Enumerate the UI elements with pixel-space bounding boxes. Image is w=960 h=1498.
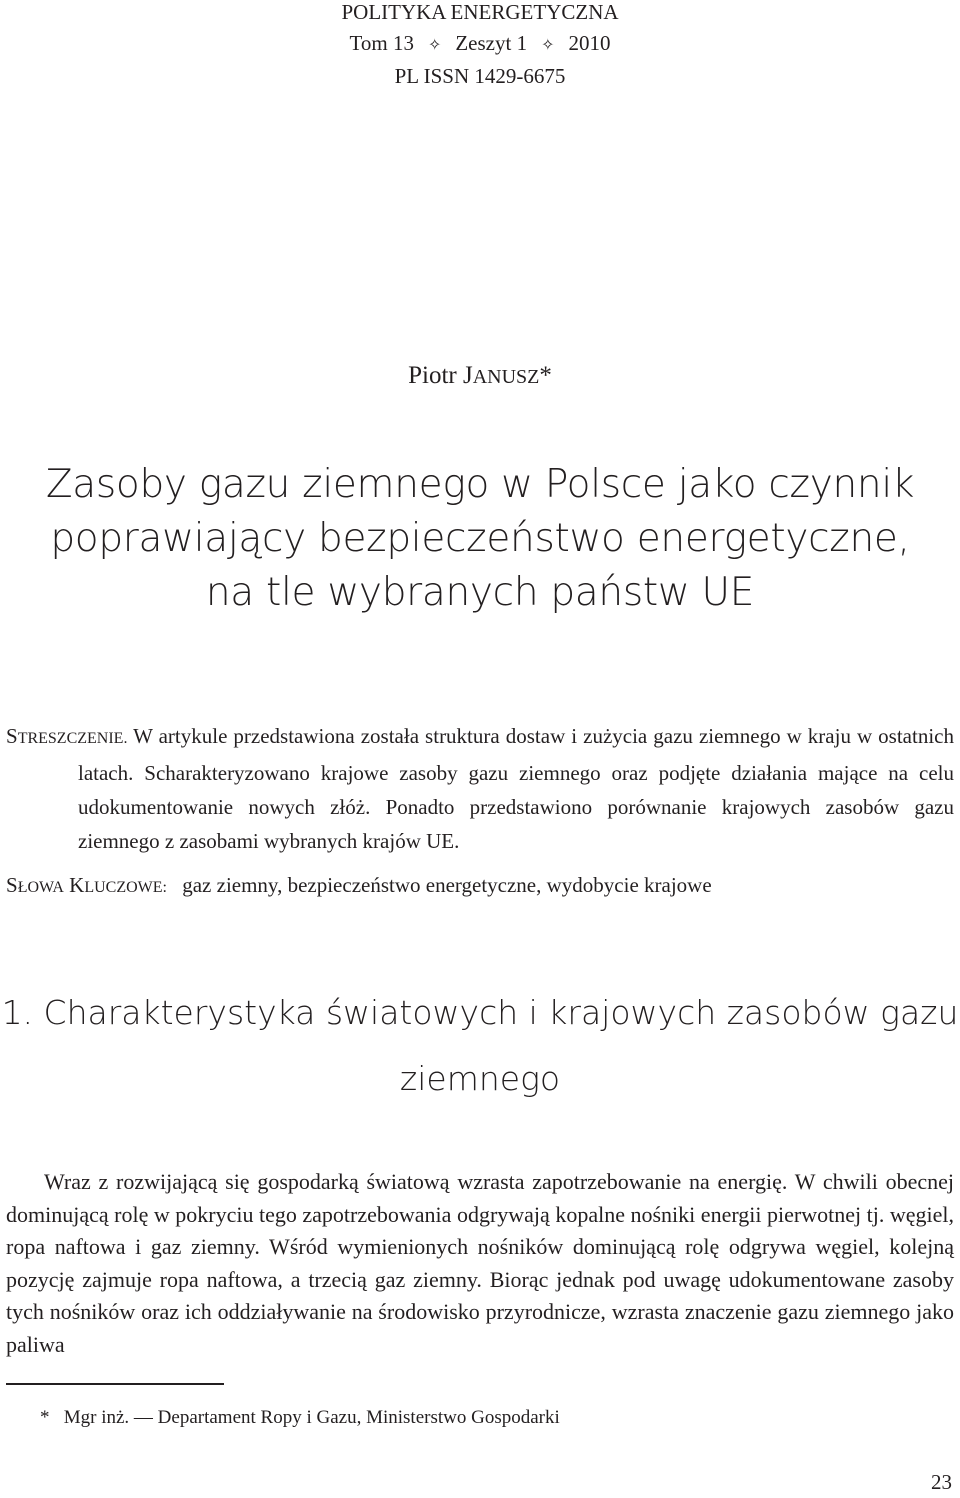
author-last-name: JANUSZ: [462, 362, 540, 389]
journal-volume: Tom 13: [349, 31, 414, 55]
section-heading: [0, 980, 960, 1112]
footnote-marker: *: [40, 1407, 50, 1428]
diamond-separator-icon: ✧: [541, 37, 555, 54]
body-text: [6, 1166, 954, 1362]
author-name: [0, 361, 960, 392]
journal-issue: Zeszyt 1: [455, 31, 528, 55]
page-number: 23: [931, 1470, 952, 1494]
journal-issn: PL ISSN 1429-6675: [394, 64, 566, 88]
diamond-separator-icon: ✧: [427, 37, 442, 54]
article-title-line: na tle wybranych państw UE: [205, 570, 755, 615]
article-title: [0, 458, 960, 620]
journal-volume-line: [0, 31, 960, 58]
keywords-label: SŁOWA KLUCZOWE:: [6, 873, 167, 897]
keywords: [6, 870, 954, 903]
footnote-text: Mgr inż. — Departament Ropy i Gazu, Ministerstwo Gospodarki: [63, 1407, 560, 1428]
abstract-label: STRESZCZENIE.: [6, 724, 128, 748]
abstract-text: W artykule przedstawiona została struktura dostaw i zużycia gazu ziemnego w kraju w ostatnich latach. Scharakteryzowano krajowe zasoby gazu ziemnego oraz podjęte działania mające na celu udokumentowanie nowych złóż. Ponadto przedstawiono porównanie krajowych zasobów gazu ziemnego z zasobami wybranych krajów UE.: [78, 724, 954, 853]
footnote: [40, 1406, 560, 1430]
section-heading-line: 1. Charakterystyka światowych i krajowych zasobów gazu: [1, 993, 959, 1032]
article-title-line: Zasoby gazu ziemnego w Polsce jako czynnik: [45, 462, 915, 507]
author-footnote-marker: *: [539, 362, 552, 389]
journal-year: 2010: [568, 31, 611, 55]
section-heading-line: ziemnego: [399, 1059, 561, 1098]
footnote-rule: [6, 1383, 224, 1385]
body-paragraph: Wraz z rozwijającą się gospodarką światową wzrasta zapotrzebowanie na energię. W chwili obecnej dominującą rolę w pokryciu tego zapotrzebowania odgrywają kopalne nośniki energii pierwotnej tj. węgiel, ropa naftowa i gaz ziemny. Wśród wymienionych nośników dominującą rolę odgrywa węgiel, kolejną pozycję zajmuje ropa naftowa, a trzecią gaz ziemny. Biorąc jednak pod uwagę udokumentowane zasoby tych nośników oraz ich oddziaływanie na środowisko przyrodnicze, wzrasta znaczenie gazu ziemnego jako paliwa: [6, 1169, 954, 1357]
author-first-name: Piotr: [408, 362, 457, 389]
abstract: [6, 719, 954, 858]
keywords-text: gaz ziemny, bezpieczeństwo energetyczne, wydobycie krajowe: [182, 873, 712, 897]
article-title-line: poprawiający bezpieczeństwo energetyczne,: [50, 516, 910, 561]
journal-name: POLITYKA ENERGETYCZNA: [341, 0, 619, 24]
